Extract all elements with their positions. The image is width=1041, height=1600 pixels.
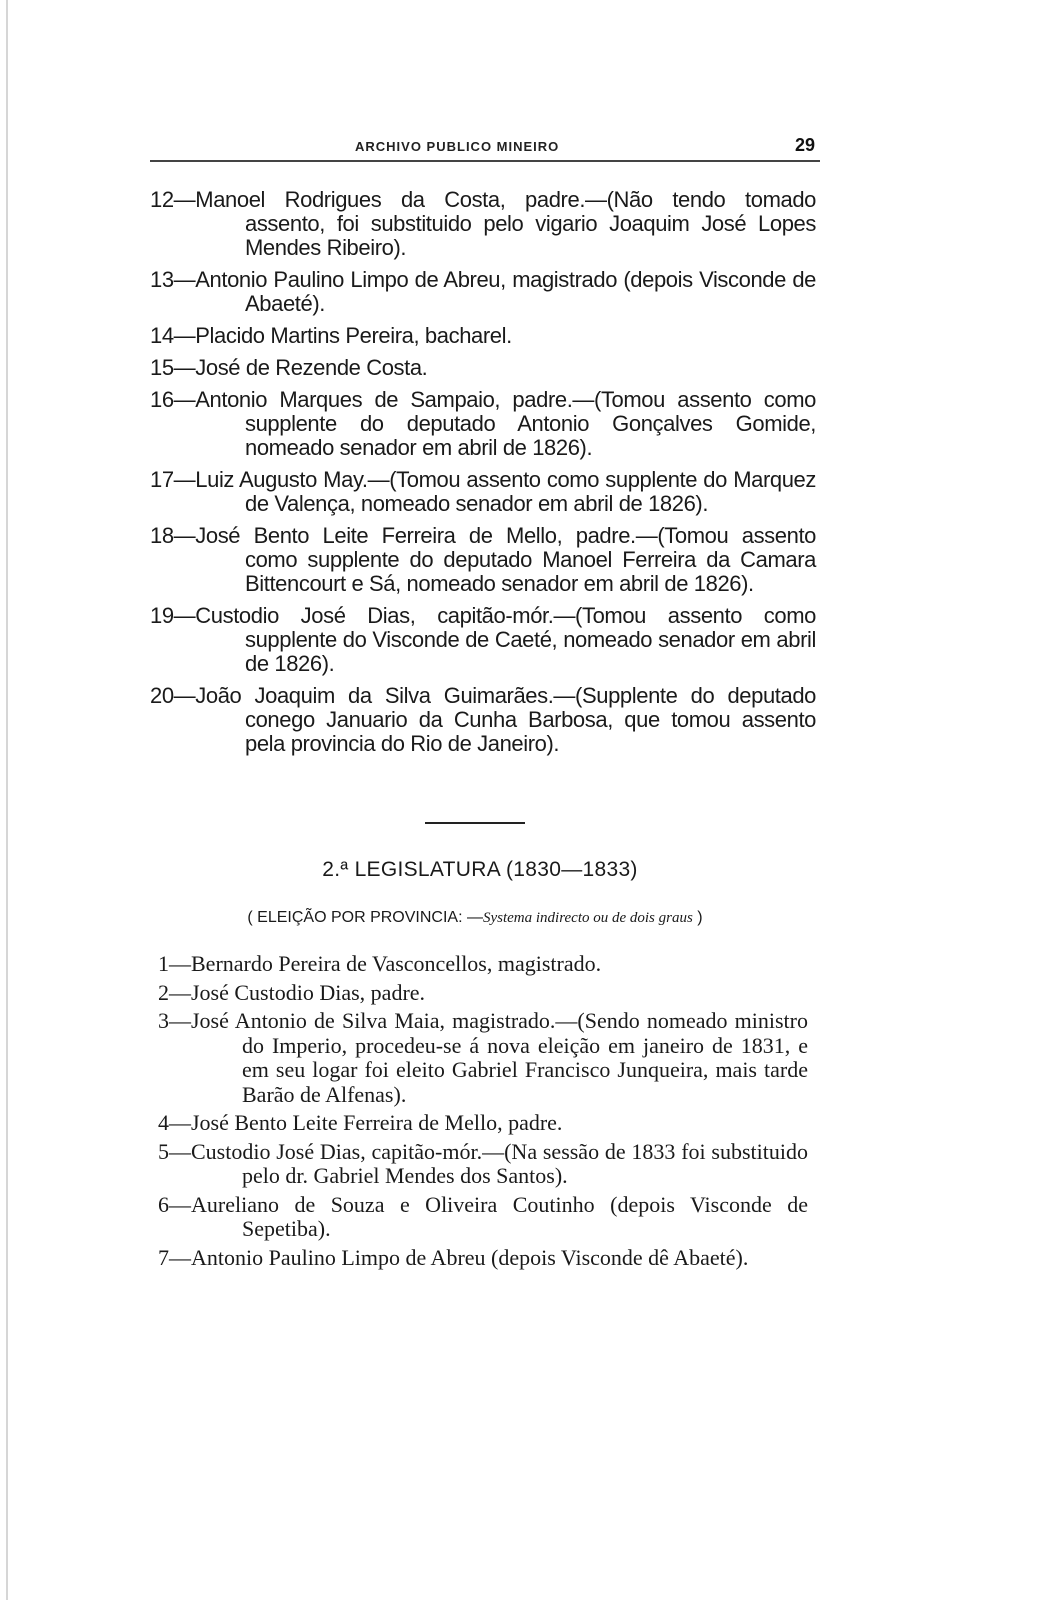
list-item: 18—José Bento Leite Ferreira de Mello, padre.—(Tomou assento como supplente do deputado Manoel Ferreira da Camara Bittencourt e Sá, nomeado senador em abril de 1826). [150,523,816,596]
list-item: 15—José de Rezende Costa. [150,355,428,380]
deputies-list-second-legislature [158,952,808,1274]
subtitle-prefix: ( ELEIÇÃO POR PROVINCIA: — [247,909,483,926]
page-number: 29 [794,135,815,155]
scan-edge-line [6,0,8,1600]
list-item: 2—José Custodio Dias, padre. [158,979,426,1005]
list-item: 13—Antonio Paulino Limpo de Abreu, magistrado (depois Visconde de Abaeté). [150,267,816,316]
list-item: 4—José Bento Leite Ferreira de Mello, padre. [158,1110,563,1135]
list-item: 12—Manoel Rodrigues da Costa, padre.—(Não tendo tomado assento, foi substituido pelo vigario Joaquim José Lopes Mendes Ribeiro). [150,187,816,260]
list-item: 7—Antonio Paulino Limpo de Abreu (depois Visconde dê Abaeté). [158,1244,749,1270]
subtitle-italic: Systema indirecto ou de dois graus [482,910,693,926]
list-item: 14—Placido Martins Pereira, bacharel. [150,323,512,348]
list-item: 20—João Joaquim da Silva Guimarães.—(Supplente do deputado conego Januario da Cunha Barbosa, que tomou assento pela provincia do Rio de Janeiro). [150,683,816,756]
list-item: 19—Custodio José Dias, capitão-mór.—(Tomou assento como supplente do Visconde de Caeté, nomeado senador em abril de 1826). [150,603,816,676]
subtitle-suffix: ) [692,909,703,926]
deputies-list-first-legislature [150,188,816,764]
header-rule [150,160,820,162]
list-item: 16—Antonio Marques de Sampaio, padre.—(Tomou assento como supplente do deputado Antonio Gonçalves Gomide, nomeado senador em abril de 1826). [150,387,816,460]
header-title: ARCHIVO PUBLICO MINEIRO [355,139,560,154]
section-subtitle [0,909,950,927]
section-title: 2.ª LEGISLATURA (1830—1833) [322,858,638,881]
section-divider [425,822,525,824]
list-item: 5—Custodio José Dias, capitão-mór.—(Na sessão de 1833 foi substituido pelo dr. Gabriel Mendes dos Santos). [158,1138,808,1188]
list-item: 6—Aureliano de Souza e Oliveira Coutinho (depois Visconde de Sepetiba). [158,1191,808,1241]
running-header [150,133,815,163]
list-item: 17—Luiz Augusto May.—(Tomou assento como supplente do Marquez de Valença, nomeado senador em abril de 1826). [150,467,816,516]
list-item: 3—José Antonio de Silva Maia, magistrado.—(Sendo nomeado ministro do Imperio, procedeu-se á nova eleição em janeiro de 1831, e em seu logar foi eleito Gabriel Francisco Junqueira, mais tarde Barão de Alfenas). [158,1008,808,1107]
list-item: 1—Bernardo Pereira de Vasconcellos, magistrado. [158,951,602,976]
